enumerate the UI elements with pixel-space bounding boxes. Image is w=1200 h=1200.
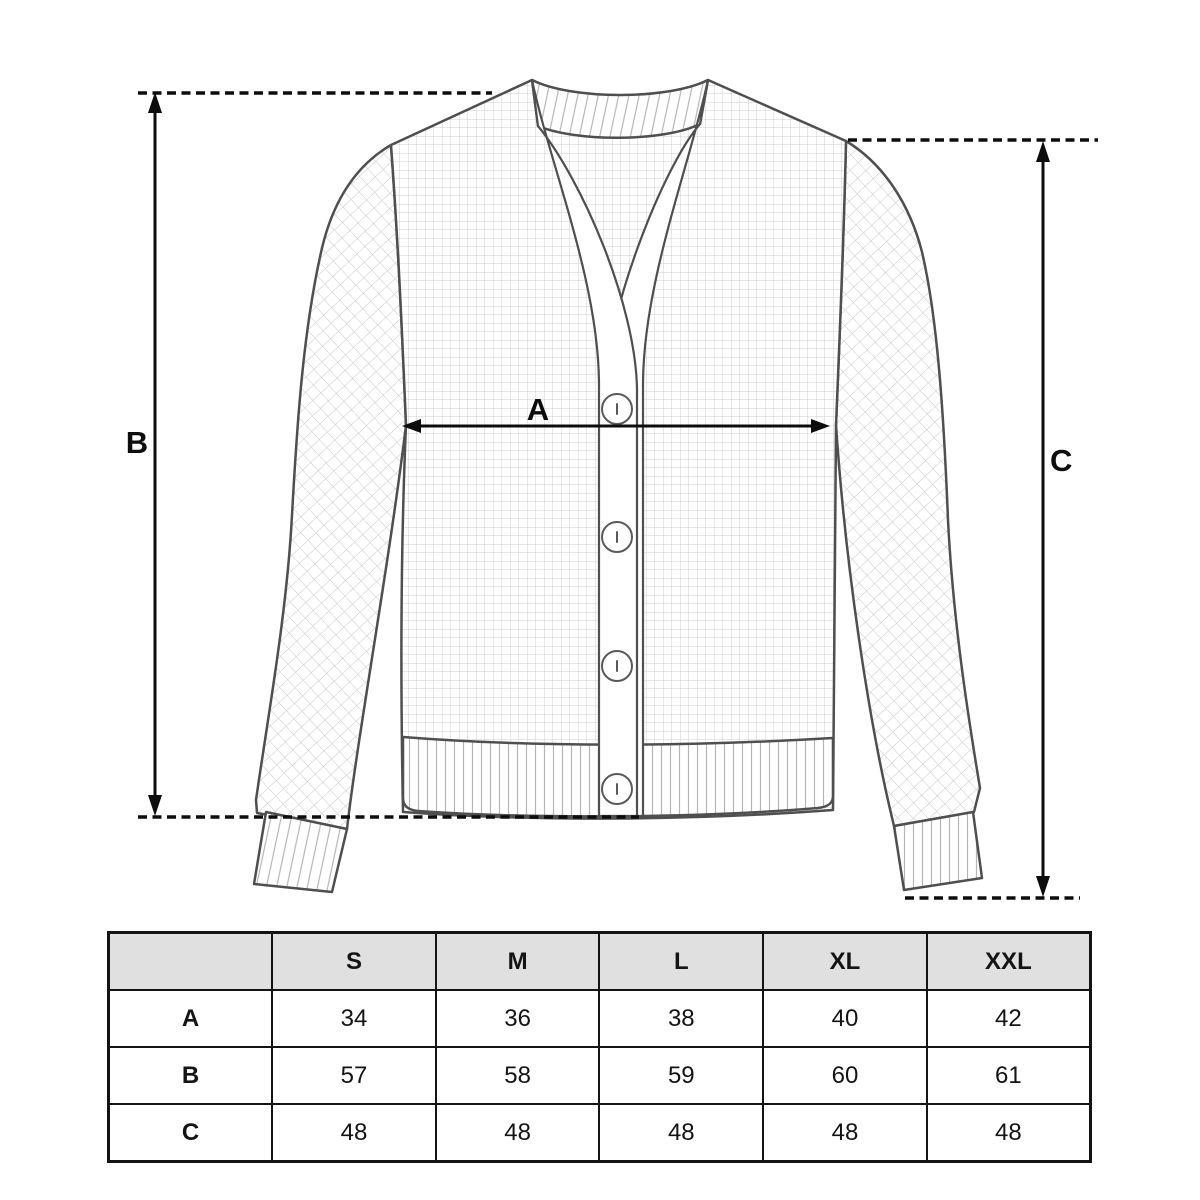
right-cuff [894,812,982,890]
button-1 [602,394,632,424]
cell-c-s: 48 [272,1104,436,1162]
cell-b-m: 58 [436,1047,600,1104]
table-row-b [109,1047,1091,1104]
cardigan-drawing [254,80,982,892]
measurement-arrow-c [1036,141,1050,897]
col-header-m: M [436,933,600,991]
right-sleeve [836,141,980,826]
measurement-label-a: A [526,392,550,427]
col-header-l: L [599,933,763,991]
col-header-xl: XL [763,933,927,991]
row-label-b: B [109,1047,273,1104]
cell-b-l: 59 [599,1047,763,1104]
cell-a-m: 36 [436,990,600,1047]
row-label-a: A [109,990,273,1047]
cell-b-xl: 60 [763,1047,927,1104]
col-header-s: S [272,933,436,991]
measurement-label-c: C [1050,443,1073,478]
button-3 [602,651,632,681]
cell-a-s: 34 [272,990,436,1047]
table-row-a [109,990,1091,1047]
left-sleeve [256,145,406,829]
button-2 [602,522,632,552]
button-4 [602,774,632,804]
measurement-arrow-b [148,92,162,816]
collar-band [532,80,708,138]
cell-c-m: 48 [436,1104,600,1162]
table-corner-cell [109,933,273,991]
measurement-label-b: B [125,425,149,460]
table-row-c [109,1104,1091,1162]
cell-c-xxl: 48 [927,1104,1091,1162]
cell-b-xxl: 61 [927,1047,1091,1104]
cell-a-xxl: 42 [927,990,1091,1047]
cell-c-xl: 48 [763,1104,927,1162]
cell-c-l: 48 [599,1104,763,1162]
row-label-c: C [109,1104,273,1162]
cell-a-l: 38 [599,990,763,1047]
cell-b-s: 57 [272,1047,436,1104]
size-table [107,931,1092,1163]
col-header-xxl: XXL [927,933,1091,991]
cell-a-xl: 40 [763,990,927,1047]
size-table-header-row [109,933,1091,991]
